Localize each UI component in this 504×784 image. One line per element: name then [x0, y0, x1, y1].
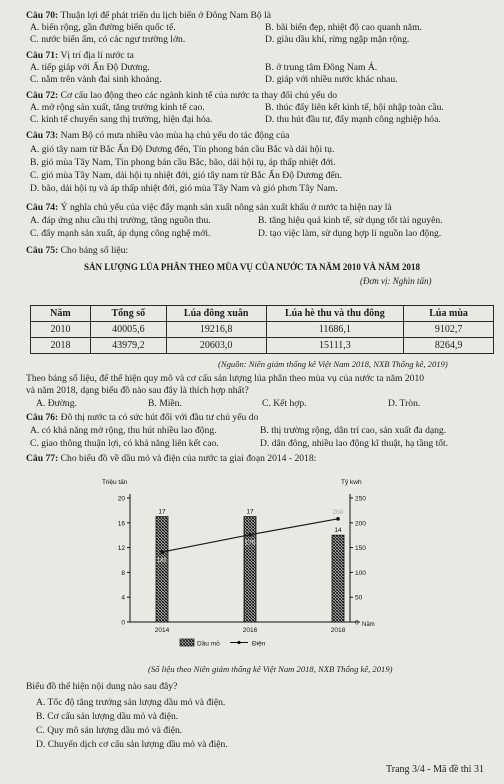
q75-option-d: D. Tròn. — [388, 398, 421, 409]
q73-stem: Câu 73: Nam Bộ có mưa nhiều vào mùa hạ chủ yếu do tác động của — [26, 130, 290, 141]
q71-stem: Câu 71: Vị trí địa lí nước ta — [26, 50, 134, 61]
q74-stem: Câu 74: Ý nghĩa chủ yếu của việc đẩy mạnh sản xuất nông sản xuất khẩu ở nước ta hiện nay là — [26, 202, 392, 213]
q70-option-a: A. biển rộng, gần đường biển quốc tế. — [30, 22, 176, 33]
q75-option-c: C. Kết hợp. — [262, 398, 307, 409]
header-cell: Lúa đông xuân — [166, 306, 266, 322]
rice-production-table — [30, 305, 494, 354]
q71-option-c: C. nằm trên vành đai sinh khoáng. — [30, 74, 162, 85]
table-cell: 8264,9 — [404, 338, 494, 354]
electricity-point — [248, 533, 252, 537]
legend-oil-label: Dầu mỏ — [197, 640, 220, 648]
oil-data-label: 17 — [246, 508, 254, 516]
q75-prompt-line2: và năm 2018, dạng biểu đồ nào sau đây là thích hợp nhất? — [26, 385, 249, 396]
table-title: SẢN LƯỢNG LÚA PHÂN THEO MÙA VỤ CỦA NƯỚC TA NĂM 2010 VÀ NĂM 2018 — [83, 262, 420, 272]
q73-option-c: C. gió mùa Tây Nam, dải hội tụ nhiệt đới, gió tây nam từ Bắc Ấn Độ Dương đến. — [30, 170, 342, 181]
table-cell: 2010 — [31, 322, 91, 338]
right-tick-label: 100 — [355, 569, 366, 577]
right-tick-label: 250 — [355, 495, 366, 503]
q77-option-b: B. Cơ cấu sản lượng dầu mỏ và điện. — [36, 711, 179, 722]
q76-option-a: A. có khả năng mở rộng, thu hút nhiều lao động. — [30, 425, 217, 436]
q76-option-b: B. thị trường rộng, dân trí cao, sản xuất đa dạng. — [260, 425, 447, 436]
table-cell: 11686,1 — [266, 322, 404, 338]
table-header-row — [31, 306, 494, 322]
q72-option-d: D. thu hút đầu tư, đẩy mạnh công nghiệp hóa. — [265, 114, 441, 125]
q70-option-d: D. giàu dầu khí, rừng ngập mặn rộng. — [265, 34, 410, 45]
chart-source: (Số liệu theo Niên giám thống kê Việt Nam 2018, NXB Thống kê, 2019) — [148, 664, 393, 674]
table-cell: 15111,3 — [266, 338, 404, 354]
q73-option-d: D. bão, dải hội tụ và áp thấp nhiệt đới, gió mùa Tây Nam và gió phơn Tây Nam. — [30, 183, 338, 194]
right-tick-label: 50 — [355, 594, 363, 602]
q76-option-d: D. dân đông, nhiều lao động kĩ thuật, hạ tầng tốt. — [260, 438, 449, 449]
q71-option-b: B. ở trung tâm Đông Nam Á. — [265, 62, 378, 73]
legend-electricity-marker — [237, 641, 240, 644]
q74-option-a: A. đáp ứng nhu cầu thị trường, tăng nguồn thu. — [30, 215, 211, 226]
left-axis-label: Triệu tấn — [102, 479, 128, 486]
electricity-data-label: 176 — [244, 539, 256, 547]
table-source: (Nguồn: Niên giám thống kê Việt Nam 2018, NXB Thống kê, 2019) — [218, 359, 448, 369]
legend-oil-swatch — [180, 639, 194, 646]
q71-option-a: A. tiếp giáp với Ấn Độ Dương. — [30, 62, 150, 73]
table-cell: 40005,6 — [90, 322, 166, 338]
table-cell: 20603,0 — [166, 338, 266, 354]
q72-stem: Câu 72: Cơ cấu lao động theo các ngành kinh tế của nước ta thay đổi chủ yếu do — [26, 90, 338, 101]
electricity-point — [160, 550, 164, 554]
right-tick-label: 200 — [355, 520, 366, 528]
legend-electricity-label: Điện — [252, 640, 266, 648]
header-cell: Tổng số — [90, 306, 166, 322]
q74-option-b: B. tăng hiệu quả kinh tế, sử dụng tốt tài nguyên. — [258, 215, 443, 226]
table-cell: 9102,7 — [404, 322, 494, 338]
table-row — [31, 322, 494, 338]
left-tick-label: 12 — [117, 545, 125, 553]
x-tick-label: 2018 — [330, 627, 346, 634]
right-tick-label: 150 — [355, 545, 366, 553]
table-unit: (Đơn vị: Nghìn tấn) — [360, 276, 432, 286]
oil-data-label: 14 — [334, 527, 342, 535]
oil-bar — [332, 535, 344, 622]
q77-ask: Biểu đồ thể hiện nội dung nào sau đây? — [26, 681, 178, 692]
q76-stem: Câu 76: Đô thị nước ta có sức hút đối với đầu tư chủ yếu do — [26, 412, 259, 423]
oil-electricity-chart — [100, 476, 430, 656]
left-tick-label: 20 — [117, 495, 125, 503]
right-tick-label: 0 — [355, 619, 359, 627]
q70-stem: Câu 70: Thuận lợi để phát triển du lịch biển ở Đông Nam Bộ là — [26, 10, 271, 21]
q77-option-a: A. Tốc độ tăng trưởng sản lượng dầu mỏ và điện. — [36, 697, 226, 708]
q75-stem: Câu 75: Cho bảng số liệu: — [26, 245, 129, 256]
q77-option-c: C. Quy mô sản lượng dầu mỏ và điện. — [36, 725, 183, 736]
q74-option-d: D. tạo việc làm, sử dụng hợp lí nguồn lao động. — [258, 228, 442, 239]
oil-bar — [244, 517, 256, 622]
q77-stem: Câu 77: Cho biểu đồ về dầu mỏ và điện của nước ta giai đoạn 2014 - 2018: — [26, 453, 317, 464]
q75-prompt-line1: Theo bảng số liệu, để thể hiện quy mô và cơ cấu sản lượng lúa phân theo mùa vụ của nước ta năm 2010 — [26, 373, 425, 384]
q72-option-c: C. kinh tế chuyển sang thị trường, hiện đại hóa. — [30, 114, 213, 125]
electricity-data-label: 141 — [156, 557, 168, 565]
header-cell: Lúa mùa — [404, 306, 494, 322]
x-tick-label: 2014 — [154, 627, 170, 634]
header-cell: Lúa hè thu và thu đông — [266, 306, 404, 322]
left-tick-label: 0 — [121, 619, 125, 627]
left-tick-label: 16 — [117, 520, 125, 528]
q70-option-c: C. nước biển ấm, có các ngư trường lớn. — [30, 34, 186, 45]
q71-option-d: D. giáp với nhiều nước khác nhau. — [265, 74, 398, 85]
header-cell: Năm — [31, 306, 91, 322]
q75-option-b: B. Miền. — [148, 398, 182, 409]
q76-option-c: C. giao thông thuận lợi, có khả năng liên kết cao. — [30, 438, 219, 449]
page-footer: Trang 3/4 - Mã đề thi 31 — [386, 764, 484, 775]
q70-option-b: B. bãi biển đẹp, nhiệt độ cao quanh năm. — [265, 22, 422, 33]
q72-option-a: A. mở rộng sản xuất, tăng trưởng kinh tế cao. — [30, 102, 205, 113]
table-cell: 43979,2 — [90, 338, 166, 354]
table-cell: 19216,8 — [166, 322, 266, 338]
q73-option-a: A. gió tây nam từ Bắc Ấn Độ Dương đến, Tín phong bán cầu Bắc và dải hội tụ. — [30, 144, 335, 155]
right-axis-label: Tỷ kwh — [341, 479, 362, 486]
q75-option-a: A. Đường. — [36, 398, 77, 409]
oil-data-label: 17 — [158, 508, 166, 516]
q73-option-b: B. gió mùa Tây Nam, Tín phong bán cầu Bắc, bão, dải hội tụ, áp thấp nhiệt đới. — [30, 157, 336, 168]
electricity-point — [336, 517, 340, 521]
oil-bar — [156, 517, 168, 622]
left-tick-label: 4 — [121, 594, 125, 602]
q74-option-c: C. đẩy mạnh sản xuất, áp dụng công nghệ mới. — [30, 228, 211, 239]
q77-option-d: D. Chuyển dịch cơ cấu sản lượng dầu mỏ và điện. — [36, 739, 228, 750]
q72-option-b: B. thúc đẩy liên kết kinh tế, hội nhập toàn cầu. — [265, 102, 444, 113]
table-row — [31, 338, 494, 354]
table-cell: 2018 — [31, 338, 91, 354]
electricity-data-label: 208 — [332, 508, 344, 516]
left-tick-label: 8 — [121, 569, 125, 577]
x-axis-unit: Năm — [362, 622, 375, 628]
x-tick-label: 2016 — [242, 627, 258, 634]
